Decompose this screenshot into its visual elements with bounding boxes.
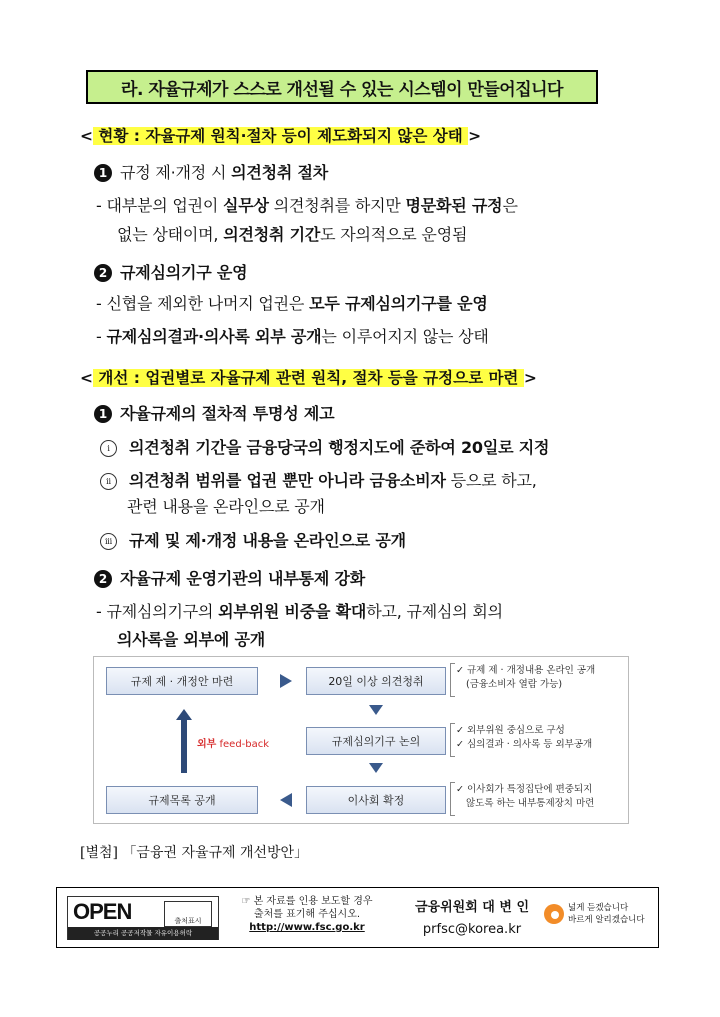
process-diagram [93,656,629,824]
current-item-1-line-2: 없는 상태이며, 의견청취 기간도 자의적으로 운영됨 [117,225,468,244]
arrow-left-icon [280,793,292,807]
spokesperson-email[interactable]: prfsc@korea.kr [422,922,522,937]
open-logo-text: OPEN [73,899,132,924]
attribution-badge-icon: 출처표시 [164,901,212,927]
diagram-box-hearing: 20일 이상 의견청취 [306,667,446,695]
ear-logo-inner [551,911,559,919]
improve-item-2-line-2: 의사록을 외부에 공개 [117,630,266,649]
improve-item-1-sub-1: i 의견청취 기간을 금융당국의 행정지도에 준하여 20일로 지정 [100,435,549,458]
diagram-box-publish: 규제목록 공개 [106,786,258,814]
diagram-box-board: 이사회 확정 [306,786,446,814]
current-item-2-line-1: - 신협을 제외한 나머지 업권은 모두 규제심의기구를 운영 [96,294,488,313]
current-heading: < 현황 : 자율규제 원칙·절차 등이 제도화되지 않은 상태 > [80,127,482,145]
bracket-icon [450,723,455,757]
diagram-box-committee: 규제심의기구 논의 [306,727,446,755]
arrow-down-icon [369,763,383,773]
diagram-box-draft: 규제 제 · 개정안 마련 [106,667,258,695]
footer [56,887,659,948]
diagram-note-hearing: ✓ 규제 제 · 개정내용 온라인 공개 (금융소비자 열람 가능) [456,665,596,690]
bracket-icon [450,782,455,816]
number-1-icon: 1 [94,405,112,423]
spokesperson-block: 금융위원회 대 변 인 prfsc@korea.kr [412,896,532,937]
arrow-right-icon [280,674,292,688]
number-1-icon: 1 [94,164,112,182]
current-item-2: 2 규제심의기구 운영 [94,260,247,283]
improve-item-1-sub-2-cont: 관련 내용을 온라인으로 공개 [127,497,325,516]
improve-item-1-sub-2: ii 의견청취 범위를 업권 뿐만 아니라 금융소비자 등으로 하고, [100,468,537,491]
improve-heading-highlight: 개선 : 업권별로 자율규제 관련 원칙, 절차 등을 규정으로 마련 [93,369,524,387]
current-heading-highlight: 현황 : 자율규제 원칙·절차 등이 제도화되지 않은 상태 [93,127,469,145]
slogan-block: 넓게 듣겠습니다 바르게 알리겠습니다 [542,902,654,936]
diagram-note-board: ✓ 이사회가 특정집단에 편중되지 않도록 하는 내부통제장치 마련 [456,784,595,809]
roman-2-icon: ii [100,473,117,490]
improve-heading: < 개선 : 업권별로 자율규제 관련 원칙, 절차 등을 규정으로 마련 > [80,369,537,387]
number-2-icon: 2 [94,570,112,588]
diagram-note-committee: ✓ 외부위원 중심으로 구성 ✓ 심의결과 · 의사록 등 외부공개 [456,725,593,750]
attachment-note: [별첨] 「금융권 자율규제 개선방안」 [80,845,309,861]
citation-notice: ☞ 본 자료를 인용 보도할 경우 출처를 표기해 주십시오. http://www.fsc.go.kr [232,895,382,934]
feedback-label: 외부 feed-back [197,739,270,750]
kogl-logo [67,896,219,940]
feedback-arrow-shaft [181,719,187,773]
roman-3-icon: iii [100,533,117,550]
improve-item-2-line-1: - 규제심의기구의 외부위원 비중을 확대하고, 규제심의 회의 [96,602,503,621]
improve-item-1: 1 자율규제의 절차적 투명성 제고 [94,401,334,424]
fsc-url-link[interactable]: http://www.fsc.go.kr [249,922,365,933]
current-item-2-line-2: - 규제심의결과·의사록 외부 공개는 이루어지지 않는 상태 [96,327,489,346]
current-item-1: 1 규정 제·개정 시 의견청취 절차 [94,160,328,183]
kogl-subtitle: 공공누리 공공저작물 자유이용허락 [68,927,218,940]
section-title: 라. 자율규제가 스스로 개선될 수 있는 시스템이 만들어집니다 [86,70,598,104]
bracket-icon [450,663,455,697]
current-item-1-line-1: - 대부분의 업권이 실무상 의견청취를 하지만 명문화된 규정은 [96,196,518,215]
arrow-down-icon [369,705,383,715]
improve-item-2: 2 자율규제 운영기관의 내부통제 강화 [94,566,365,589]
improve-item-1-sub-3: iii 규제 및 제·개정 내용을 온라인으로 공개 [100,528,406,551]
roman-1-icon: i [100,440,117,457]
number-2-icon: 2 [94,264,112,282]
